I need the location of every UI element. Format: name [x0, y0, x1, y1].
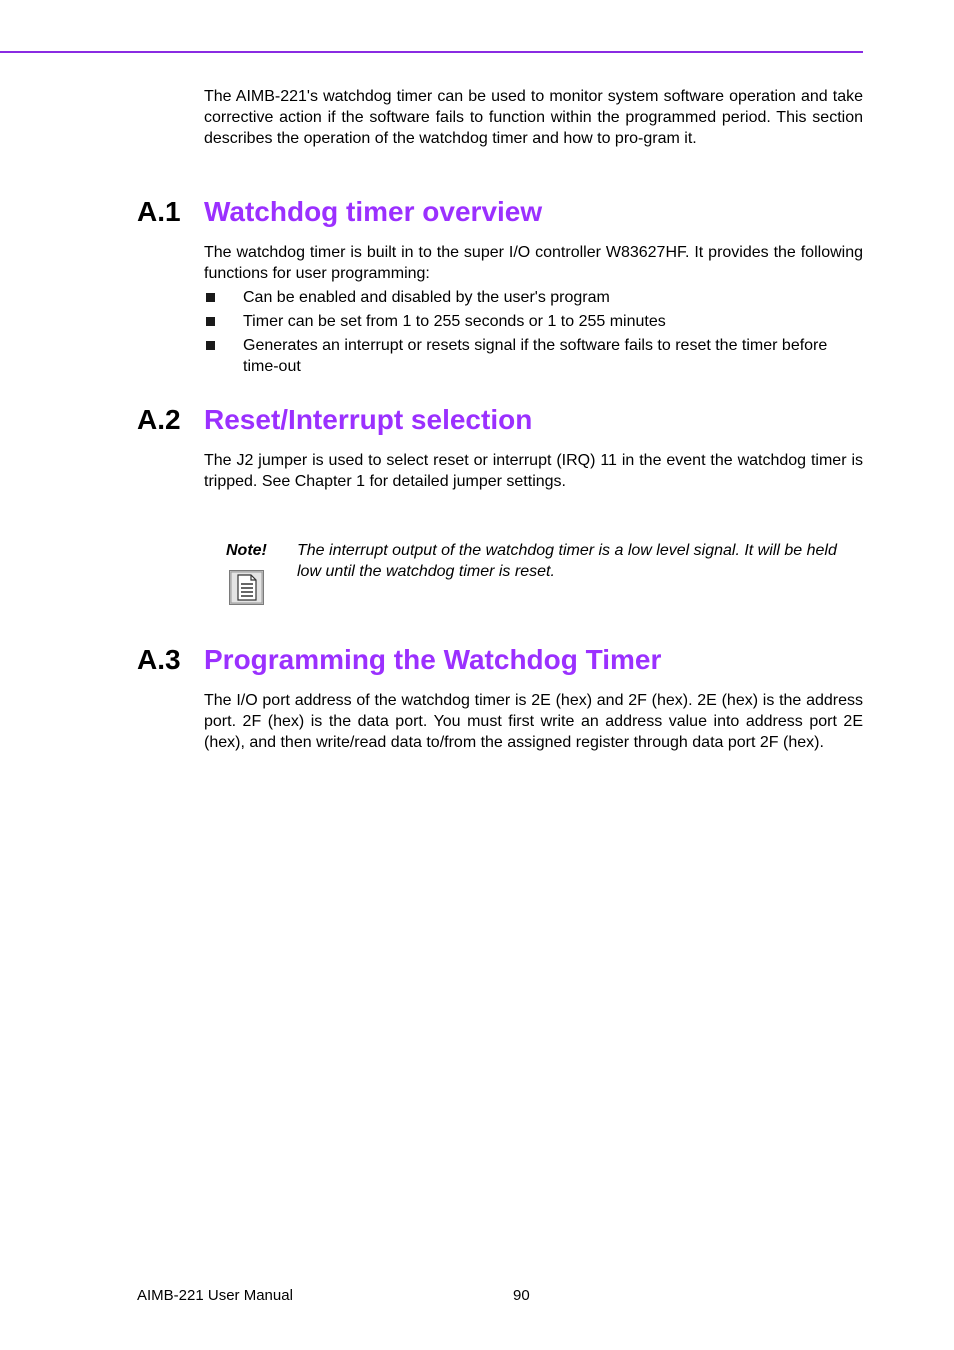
section-title: Programming the Watchdog Timer: [204, 644, 662, 675]
list-item: [204, 335, 843, 377]
section-title: Watchdog timer overview: [204, 196, 543, 227]
section-number: A.1: [137, 196, 181, 227]
section-a2-text: The J2 jumper is used to select reset or interrupt (IRQ) 11 in the event the watchdog timer is tripped. See Chapter 1 for detailed jumper settings.: [204, 452, 863, 490]
header-rule: [0, 51, 863, 53]
note-label: Note!: [226, 542, 267, 559]
section-a1-text: The watchdog timer is built in to the super I/O controller W83627HF. It provides the following functions for user programming:: [204, 244, 863, 282]
intro-paragraph: The AIMB-221's watchdog timer can be used to monitor system software operation and take corrective action if the software fails to function within the programmed period. This section describes the operation of the watchdog timer and how to pro-gram it.: [204, 88, 863, 147]
bullet-square-icon: [206, 317, 215, 326]
list-item-text: Timer can be set from 1 to 255 seconds or 1 to 255 minutes: [243, 313, 666, 330]
section-title: Reset/Interrupt selection: [204, 404, 533, 435]
feature-list: [204, 287, 863, 380]
section-number: A.3: [137, 644, 181, 675]
note-text: The interrupt output of the watchdog timer is a low level signal. It will be held low until the watchdog timer is reset.: [297, 542, 837, 580]
section-number: A.2: [137, 404, 181, 435]
note-document-icon: [229, 570, 264, 605]
list-item: [204, 287, 843, 308]
list-item: [204, 311, 843, 332]
footer-manual-title: AIMB-221 User Manual: [137, 1287, 293, 1304]
footer-page-number: 90: [513, 1287, 530, 1304]
bullet-square-icon: [206, 341, 215, 350]
list-item-text: Can be enabled and disabled by the user's program: [243, 289, 610, 306]
section-a3-text: The I/O port address of the watchdog timer is 2E (hex) and 2F (hex). 2E (hex) is the address port. 2F (hex) is the data port. You must first write an address value into address port 2E (hex), and then write/read data to/from the assigned register through data port 2F (hex).: [204, 692, 863, 751]
list-item-text: Generates an interrupt or resets signal if the software fails to reset the timer before time-out: [243, 337, 828, 375]
bullet-square-icon: [206, 293, 215, 302]
